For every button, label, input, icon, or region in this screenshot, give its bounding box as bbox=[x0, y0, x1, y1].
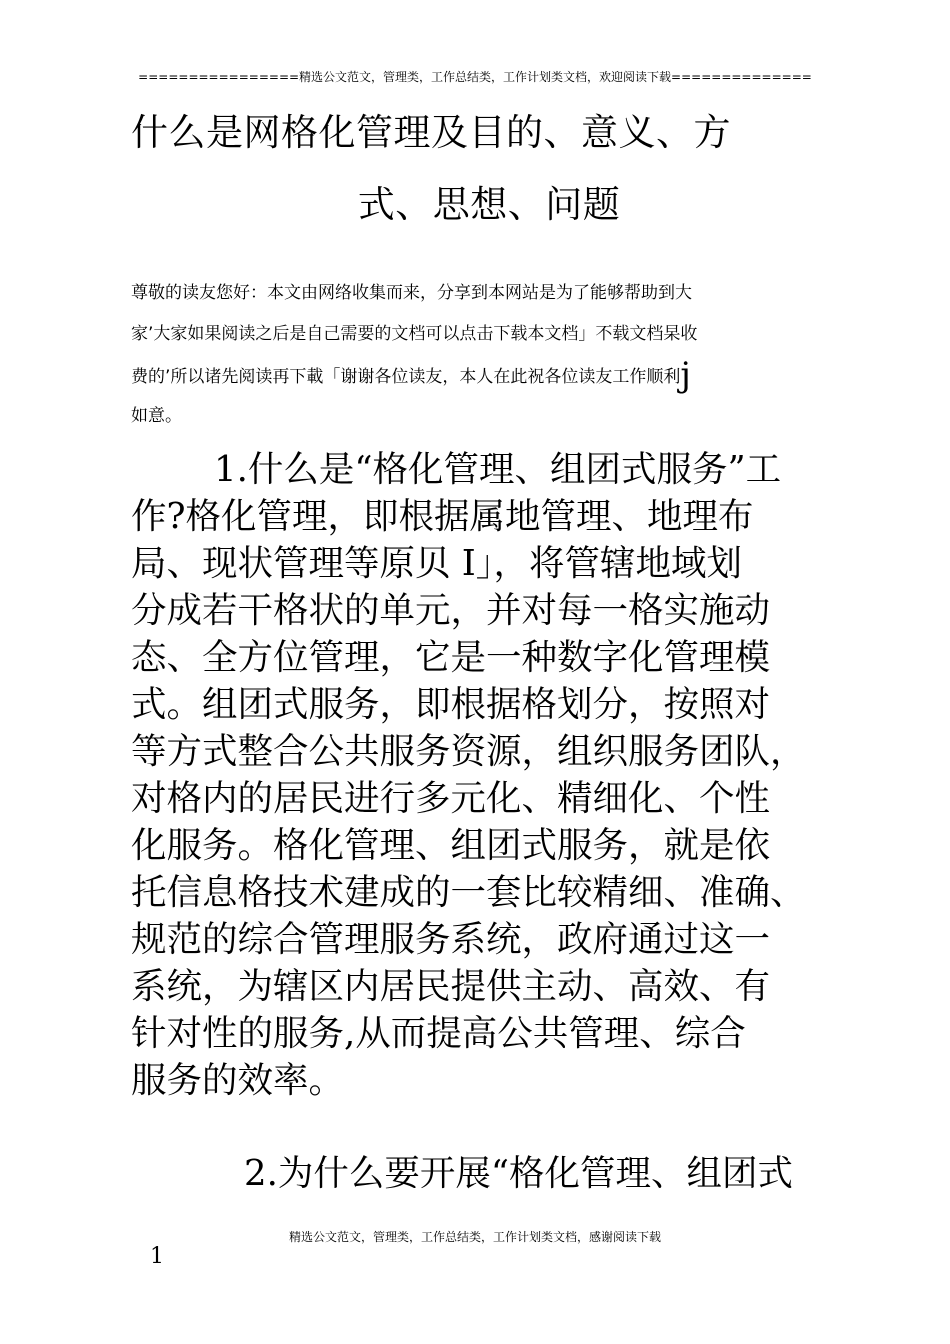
intro-line: 如意。 bbox=[131, 406, 182, 426]
body-line: 对格内的居民进行多元化、精细化、个性 bbox=[131, 778, 771, 819]
body-line: 针对性的服务,从而提高公共管理、综合 bbox=[131, 1013, 746, 1054]
body-line: 分成若干格状的单元，并对每一格实施动 bbox=[131, 590, 771, 631]
header-banner: ================精选公文范文，管理类，工作总结类，工作计划类文档，欢迎阅读下载============== bbox=[138, 70, 812, 84]
intro-line-text: 费的’所以诸先阅读再下載「谢谢各位读友，本人在此祝各位读友工作顺利 bbox=[131, 367, 681, 387]
body-line: 化服务。格化管理、组团式服务，就是依 bbox=[131, 825, 771, 866]
body-line: 作?格化管理，即根据属地管理、地理布 bbox=[131, 496, 754, 537]
footer-text: 精选公文范文，管理类，工作总结类，工作计划类文档，感谢阅读下载 bbox=[288, 1230, 661, 1244]
intro-line: 尊敬的读友您好：本文由网络收集而来，分享到本网站是为了能够帮助到大 bbox=[131, 283, 692, 303]
body-line: 局、现状管理等原贝 I」，将管辖地域划 bbox=[131, 543, 743, 584]
body-line: 1.什么是“格化管理、组团式服务”工 bbox=[214, 449, 782, 490]
intro-stray-glyph: j bbox=[680, 355, 691, 395]
body-line: 服务的效率。 bbox=[131, 1060, 345, 1101]
body-line: 态、全方位管理，它是一种数字化管理模 bbox=[131, 637, 771, 678]
page-number: 1 bbox=[150, 1244, 164, 1269]
body-line: 规范的综合管理服务系统，政府通过这一 bbox=[131, 919, 771, 960]
body-line: 等方式整合公共服务资源，组织服务团队， bbox=[131, 731, 806, 772]
body-line: 系统，为辖区内居民提供主动、高效、有 bbox=[131, 966, 771, 1007]
document-title-line-1: 什么是网格化管理及目的、意义、方 bbox=[131, 111, 731, 154]
body-line: 2.为什么要开展“格化管理、组团式 bbox=[244, 1153, 794, 1194]
body-paragraph-2 bbox=[131, 1150, 851, 1197]
body-line: 式。组团式服务，即根据格划分，按照对 bbox=[131, 684, 771, 725]
document-title-line-2: 式、思想、问题 bbox=[357, 183, 621, 226]
body-paragraph-1 bbox=[131, 446, 851, 1104]
body-line: 托信息格技术建成的一套比较精细、准确、 bbox=[131, 872, 806, 913]
intro-notice bbox=[131, 273, 831, 437]
intro-line: 家’大家如果阅读之后是自己需要的文档可以点击下载本文档」不载文档杲收 bbox=[131, 324, 698, 344]
intro-line bbox=[131, 355, 831, 396]
